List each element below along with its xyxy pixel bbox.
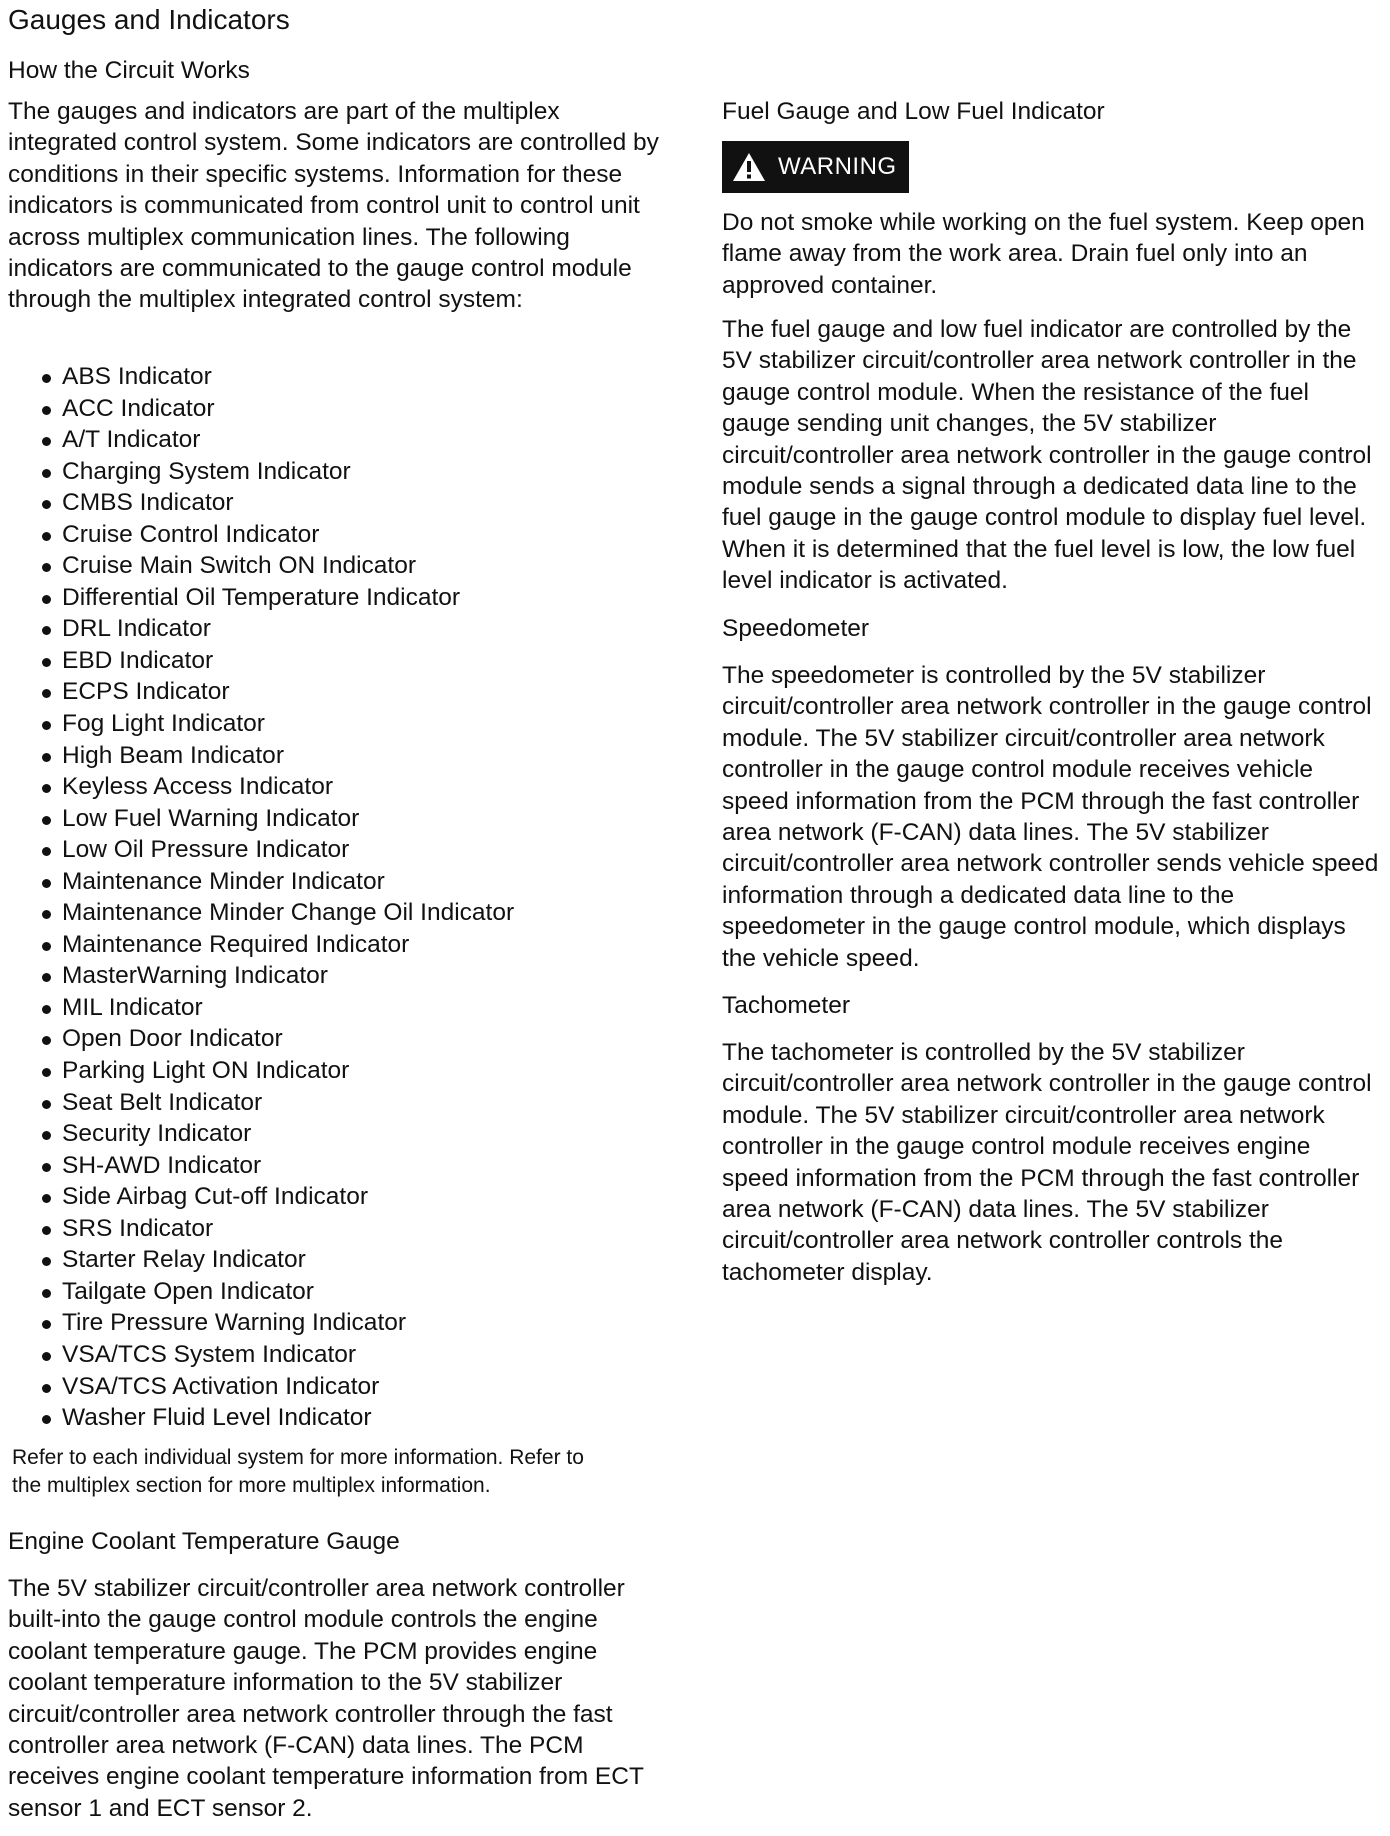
- indicator-list-item: Seat Belt Indicator: [8, 1087, 668, 1119]
- indicator-list-item: MasterWarning Indicator: [8, 960, 668, 992]
- indicator-list-item: CMBS Indicator: [8, 487, 668, 519]
- tachometer-heading: Tachometer: [722, 992, 851, 1019]
- indicator-list-item: Cruise Main Switch ON Indicator: [8, 550, 668, 582]
- indicator-list-item: Charging System Indicator: [8, 456, 668, 488]
- indicator-list-item: Low Oil Pressure Indicator: [8, 834, 668, 866]
- fuel-warning-text: Do not smoke while working on the fuel system. Keep open flame away from the work area. Drain fuel only into an approved container.: [722, 209, 1365, 299]
- speedometer-body: The speedometer is controlled by the 5V stabilizer circuit/controller area network controller in the gauge control module. The 5V stabilizer circuit/controller area network controller in the gauge control module receives vehicle speed information from the PCM through the fast controller area network (F-CAN) data lines. The 5V stabilizer circuit/controller area network controller sends vehicle speed information through a dedicated data line to the speedometer in the gauge control module, which displays the vehicle speed.: [722, 662, 1379, 972]
- indicator-list-item: Cruise Control Indicator: [8, 519, 668, 551]
- tachometer-body: The tachometer is controlled by the 5V stabilizer circuit/controller area network controller in the gauge control module. The 5V stabilizer circuit/controller area network controller in the gauge control module receives engine speed information from the PCM through the fast controller area network (F-CAN) data lines. The 5V stabilizer circuit/controller area network controller controls the tachometer display.: [722, 1039, 1372, 1286]
- indicator-list-item: A/T Indicator: [8, 424, 668, 456]
- indicator-list-item: VSA/TCS System Indicator: [8, 1339, 668, 1371]
- circuit-intro: The gauges and indicators are part of the multiplex integrated control system. Some indicators are controlled by conditions in their specific systems. Information for these indicators is communicated from control unit to control unit across multiplex communication lines. The following indicators are communicated to the gauge control module through the multiplex integrated control system:: [8, 98, 659, 314]
- indicator-list-item: Tailgate Open Indicator: [8, 1276, 668, 1308]
- indicator-list-item: Maintenance Minder Indicator: [8, 866, 668, 898]
- note-line-1: Refer to each individual system for more information. Refer to: [12, 1446, 584, 1469]
- indicator-list-item: SRS Indicator: [8, 1213, 668, 1245]
- ect-heading: Engine Coolant Temperature Gauge: [8, 1528, 400, 1555]
- note-line-2: the multiplex section for more multiplex information.: [12, 1474, 491, 1497]
- indicator-list-item: ABS Indicator: [8, 361, 668, 393]
- indicator-list-item: Washer Fluid Level Indicator: [8, 1402, 668, 1434]
- warning-badge: [722, 141, 909, 193]
- indicator-list-item: Tire Pressure Warning Indicator: [8, 1307, 668, 1339]
- circuit-heading: How the Circuit Works: [8, 57, 250, 84]
- indicator-list-item: Side Airbag Cut-off Indicator: [8, 1181, 668, 1213]
- indicator-list-item: DRL Indicator: [8, 613, 668, 645]
- indicator-list-item: ACC Indicator: [8, 393, 668, 425]
- fuel-heading: Fuel Gauge and Low Fuel Indicator: [722, 98, 1105, 125]
- indicator-list-item: Differential Oil Temperature Indicator: [8, 582, 668, 614]
- speedometer-heading: Speedometer: [722, 615, 870, 642]
- indicator-list-item: Fog Light Indicator: [8, 708, 668, 740]
- warning-label: WARNING: [778, 153, 897, 181]
- page-title: Gauges and Indicators: [8, 4, 290, 35]
- indicator-list-item: SH-AWD Indicator: [8, 1150, 668, 1182]
- indicator-list-item: EBD Indicator: [8, 645, 668, 677]
- indicator-list-item: Maintenance Minder Change Oil Indicator: [8, 897, 668, 929]
- indicator-list-item: MIL Indicator: [8, 992, 668, 1024]
- indicator-list-item: Open Door Indicator: [8, 1023, 668, 1055]
- indicator-list-item: ECPS Indicator: [8, 676, 668, 708]
- warning-triangle-icon: [732, 152, 766, 182]
- fuel-body: The fuel gauge and low fuel indicator are controlled by the 5V stabilizer circuit/controller area network controller in the gauge control module. When the resistance of the fuel gauge sending unit changes, the 5V stabilizer circuit/controller area network controller in the gauge control module sends a signal through a dedicated data line to the fuel gauge in the gauge control module to display fuel level. When it is determined that the fuel level is low, the low fuel level indicator is activated.: [722, 316, 1372, 595]
- indicator-list: [8, 361, 668, 1434]
- ect-body: The 5V stabilizer circuit/controller area network controller built-into the gauge control module controls the engine coolant temperature gauge. The PCM provides engine coolant temperature information to the 5V stabilizer circuit/controller area network controller through the fast controller area network (F-CAN) data lines. The PCM receives engine coolant temperature information from ECT sensor 1 and ECT sensor 2.: [8, 1575, 644, 1822]
- indicator-list-item: Security Indicator: [8, 1118, 668, 1150]
- indicator-list-item: High Beam Indicator: [8, 740, 668, 772]
- indicator-list-item: Maintenance Required Indicator: [8, 929, 668, 961]
- indicator-list-item: Keyless Access Indicator: [8, 771, 668, 803]
- multiplex-note: [8, 1444, 688, 1500]
- indicator-list-item: Starter Relay Indicator: [8, 1244, 668, 1276]
- indicator-list-item: Parking Light ON Indicator: [8, 1055, 668, 1087]
- indicator-list-item: VSA/TCS Activation Indicator: [8, 1371, 668, 1403]
- indicator-list-item: Low Fuel Warning Indicator: [8, 803, 668, 835]
